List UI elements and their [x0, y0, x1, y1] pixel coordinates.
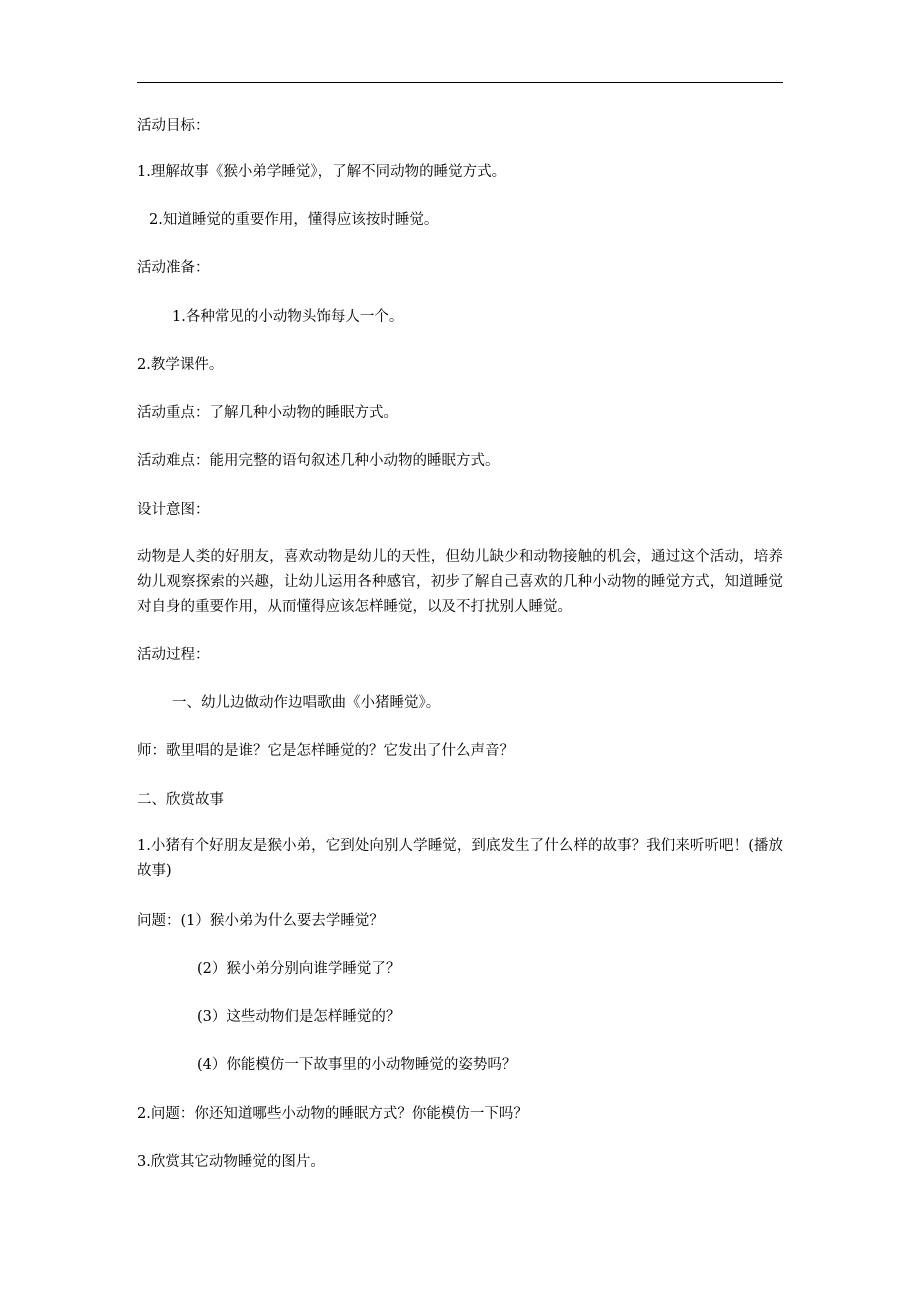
- question-1: 问题：(1）猴小弟为什么要去学睡觉？: [137, 913, 384, 929]
- prep-item-1: 1.各种常见的小动物头饰每人一个。: [172, 309, 404, 325]
- question-2: (2）猴小弟分别向谁学睡觉了？: [197, 961, 401, 977]
- prep-item-2: 2.教学课件。: [137, 357, 224, 373]
- enjoy-pictures: 3.欣赏其它动物睡觉的图片。: [137, 1154, 325, 1170]
- difficulty: 活动难点：能用完整的语句叙述几种小动物的睡眠方式。: [137, 453, 500, 469]
- goals-heading: 活动目标：: [137, 118, 210, 134]
- story-intro: 1.小猪有个好朋友是猴小弟，它到处向别人学睡觉，到底发生了什么样的故事？我们来听听吧！(播放故事): [137, 838, 783, 879]
- design-body: 动物是人类的好朋友，喜欢动物是幼儿的天性，但幼儿缺少和动物接触的机会，通过这个活动，培养幼儿观察探索的兴趣，让幼儿运用各种感官，初步了解自己喜欢的几种小动物的睡觉方式，知道睡觉对自身的重要作用，从而懂得应该怎样睡觉，以及不打扰别人睡觉。: [137, 549, 783, 615]
- step-1: 一、幼儿边做动作边唱歌曲《小猪睡觉》。: [172, 695, 441, 711]
- header-rule: [137, 82, 783, 83]
- teacher-question: 师：歌里唱的是谁？它是怎样睡觉的？它发出了什么声音？: [137, 743, 514, 759]
- step-2: 二、欣赏故事: [137, 792, 224, 808]
- goal-item-1: 1.理解故事《猴小弟学睡觉》，了解不同动物的睡觉方式。: [137, 164, 507, 180]
- question-3: (3）这些动物们是怎样睡觉的？: [197, 1009, 401, 1025]
- question-4: (4）你能模仿一下故事里的小动物睡觉的姿势吗？: [197, 1057, 517, 1073]
- followup-question: 2.问题：你还知道哪些小动物的睡眠方式？你能模仿一下吗？: [137, 1106, 528, 1122]
- prep-heading: 活动准备：: [137, 260, 210, 276]
- process-heading: 活动过程：: [137, 647, 210, 663]
- design-heading: 设计意图：: [137, 502, 210, 518]
- goal-item-2: 2.知道睡觉的重要作用，懂得应该按时睡觉。: [149, 212, 439, 228]
- key-point: 活动重点：了解几种小动物的睡眠方式。: [137, 405, 398, 421]
